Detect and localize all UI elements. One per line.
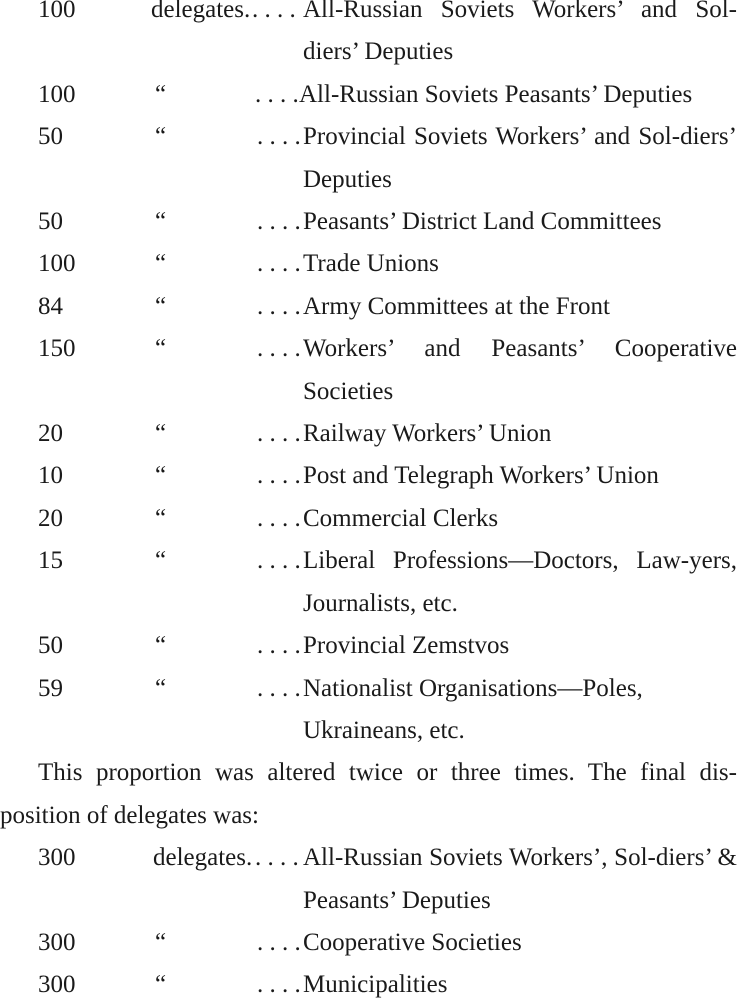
ditto-mark: “ bbox=[155, 292, 167, 320]
delegate-body: All-Russian Soviets Workers’ and Sol-diers’ Deputies bbox=[303, 0, 737, 66]
delegate-body: Post and Telegraph Workers’ Union bbox=[303, 462, 659, 490]
list-item bbox=[0, 0, 737, 74]
dot-leader: . . . . bbox=[255, 844, 299, 872]
list-item bbox=[0, 625, 737, 667]
list-item bbox=[0, 201, 737, 243]
delegate-body: Provincial Soviets Workers’ and Sol-diers’ Deputies bbox=[303, 123, 737, 193]
delegate-body: Nationalist Organisations—Poles, Ukraineans, etc. bbox=[303, 674, 643, 744]
delegate-count: 50 bbox=[38, 632, 63, 660]
ditto-mark: “ bbox=[155, 928, 167, 956]
dot-leader: . . . . bbox=[257, 420, 301, 448]
delegate-body: Army Committees at the Front bbox=[303, 292, 610, 320]
delegate-count: 10 bbox=[38, 462, 63, 490]
dot-leader: . . . . bbox=[257, 335, 301, 363]
dot-leader: . . . . bbox=[257, 928, 301, 956]
list-item bbox=[0, 837, 737, 922]
dot-leader: . . . . bbox=[257, 674, 301, 702]
list-item bbox=[0, 455, 737, 497]
dot-leader: . . . . bbox=[257, 123, 301, 151]
dot-leader: . . . . bbox=[257, 971, 301, 999]
delegate-body: Commercial Clerks bbox=[303, 504, 499, 532]
delegate-body: All-Russian Soviets Peasants’ Deputies bbox=[299, 80, 693, 108]
delegate-count: 150 bbox=[38, 335, 76, 363]
delegate-count: 100 bbox=[38, 0, 76, 23]
delegate-count: 50 bbox=[38, 123, 63, 151]
delegate-count: 300 bbox=[38, 971, 76, 999]
ditto-mark: “ bbox=[155, 123, 167, 151]
delegate-unit: delegates. bbox=[151, 0, 251, 23]
dot-leader: . . . . bbox=[252, 0, 296, 23]
dot-leader: . . . . bbox=[257, 250, 301, 278]
list-item bbox=[0, 243, 737, 285]
dot-leader: . . . . bbox=[255, 80, 299, 108]
delegate-list-final bbox=[0, 837, 737, 1007]
delegate-body: Cooperative Societies bbox=[303, 928, 522, 956]
delegate-count: 300 bbox=[38, 928, 76, 956]
ditto-mark: “ bbox=[155, 420, 167, 448]
ditto-mark: “ bbox=[155, 504, 167, 532]
delegate-body: Peasants’ District Land Committees bbox=[303, 208, 662, 236]
delegate-body: Provincial Zemstvos bbox=[303, 632, 510, 660]
dot-leader: . . . . bbox=[257, 504, 301, 532]
list-item bbox=[0, 116, 737, 201]
ditto-mark: “ bbox=[155, 335, 167, 363]
delegate-body: All-Russian Soviets Workers’, Sol-diers’ & Peasants’ Deputies bbox=[303, 844, 737, 914]
ditto-mark: “ bbox=[155, 674, 167, 702]
delegate-count: 50 bbox=[38, 208, 63, 236]
delegate-count: 84 bbox=[38, 292, 63, 320]
list-item bbox=[0, 74, 737, 116]
delegate-body: Municipalities bbox=[303, 971, 448, 999]
delegate-count: 100 bbox=[38, 80, 76, 108]
list-item bbox=[0, 964, 737, 1006]
delegate-body: Railway Workers’ Union bbox=[303, 420, 552, 448]
list-item bbox=[0, 540, 737, 625]
dot-leader: . . . . bbox=[257, 208, 301, 236]
ditto-mark: “ bbox=[155, 971, 167, 999]
list-item bbox=[0, 286, 737, 328]
delegate-body: Trade Unions bbox=[303, 250, 439, 278]
delegate-count: 15 bbox=[38, 547, 63, 575]
list-item bbox=[0, 668, 737, 753]
ditto-mark: “ bbox=[155, 208, 167, 236]
list-item bbox=[0, 498, 737, 540]
ditto-mark: “ bbox=[155, 547, 167, 575]
dot-leader: . . . . bbox=[257, 292, 301, 320]
delegate-count: 300 bbox=[38, 844, 76, 872]
delegate-body: Liberal Professions—Doctors, Law-yers, Journalists, etc. bbox=[303, 547, 737, 617]
ditto-mark: “ bbox=[155, 632, 167, 660]
delegate-body: Workers’ and Peasants’ Cooperative Societies bbox=[303, 335, 737, 405]
delegate-unit: delegates. bbox=[153, 844, 253, 872]
delegate-count: 20 bbox=[38, 420, 63, 448]
delegate-count: 20 bbox=[38, 504, 63, 532]
delegate-count: 59 bbox=[38, 674, 63, 702]
ditto-mark: “ bbox=[155, 250, 167, 278]
ditto-mark: “ bbox=[155, 80, 167, 108]
body-paragraph: This proportion was altered twice or three times. The final dis-position of delegates was: bbox=[0, 759, 737, 829]
dot-leader: . . . . bbox=[257, 632, 301, 660]
delegate-count: 100 bbox=[38, 250, 76, 278]
list-item bbox=[0, 922, 737, 964]
dot-leader: . . . . bbox=[257, 462, 301, 490]
dot-leader: . . . . bbox=[257, 547, 301, 575]
list-item bbox=[0, 328, 737, 413]
list-item bbox=[0, 413, 737, 455]
ditto-mark: “ bbox=[155, 462, 167, 490]
